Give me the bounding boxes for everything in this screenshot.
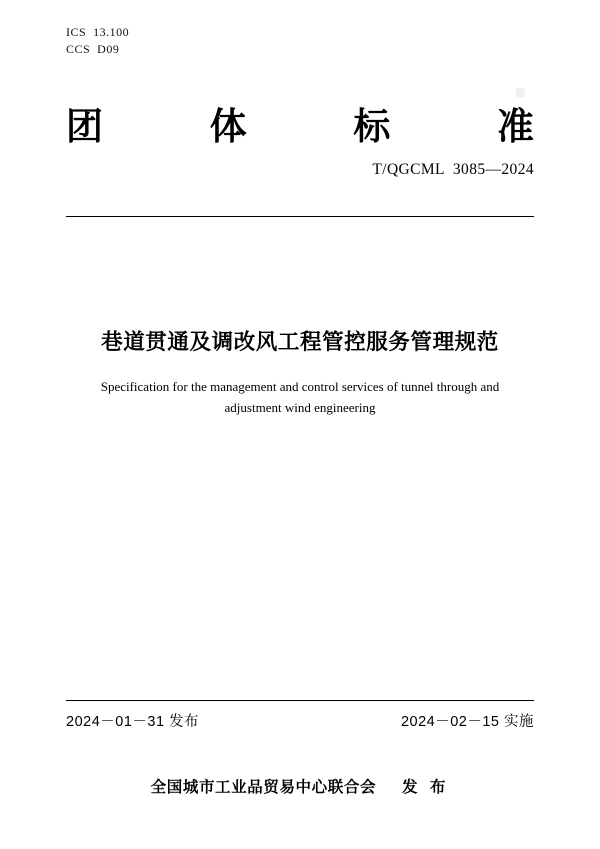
banner-title (66, 105, 534, 149)
ics-code: ICS 13.100 (66, 25, 130, 39)
classification-codes (66, 24, 129, 58)
banner-char-1: 团 (66, 106, 103, 147)
document-title-en (90, 376, 510, 418)
document-title-cn: 巷道贯通及调改风工程管控服务管理规范 (101, 330, 499, 354)
document-title-en-line2: adjustment wind engineering (224, 400, 376, 415)
banner-char-2: 体 (209, 106, 247, 147)
banner-char-4: 准 (496, 106, 534, 147)
banner-char-3: 标 (353, 106, 391, 147)
document-title-en-line1: Specification for the management and control services of tunnel through and (100, 379, 500, 394)
issuer-name: 全国城市工业品贸易中心联合会 (150, 779, 377, 796)
divider-bottom (66, 700, 534, 701)
issuer-row (0, 775, 600, 797)
divider-top (66, 216, 534, 217)
dates-row (66, 710, 534, 731)
effective-date: 2024－02－15 实施 (400, 714, 534, 730)
ccs-code: CCS D09 (66, 42, 120, 56)
standard-number: T/QGCML 3085—2024 (372, 161, 534, 178)
publish-label: 发 布 (402, 779, 450, 796)
issue-date: 2024－01－31 发布 (66, 714, 200, 730)
faint-mark (516, 88, 525, 97)
